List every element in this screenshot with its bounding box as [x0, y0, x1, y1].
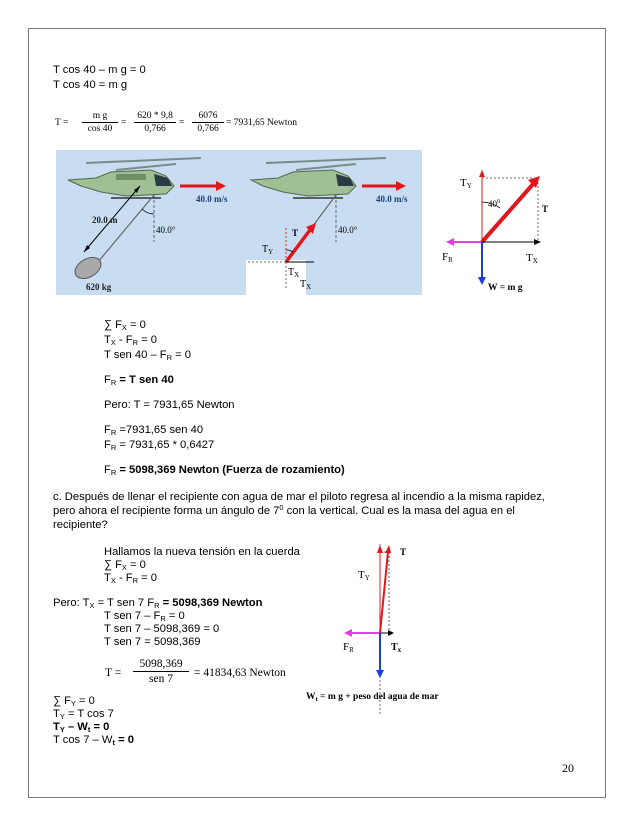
ty-label: $T_Y$ — [262, 244, 274, 256]
equation-line: T sen $40 - F_R = 0$ — [104, 349, 192, 362]
formula-result: = 41834,63 Newton — [194, 667, 286, 679]
equation-line: T cos 40 – m g = 0 — [53, 64, 146, 76]
equation-line: T $\cos 7 - W_t = 0$ — [53, 734, 134, 747]
tx-arrowhead — [388, 630, 394, 636]
fraction — [82, 111, 118, 134]
equation-line: T sen $7 - F_R = 0$ — [104, 610, 185, 623]
friction-result: $F_R = 5098,369$ Newton (Fuerza de rozamiento) — [104, 464, 345, 477]
formula-lhs: T = — [55, 118, 69, 128]
equation-line: $T_X - F_R = 0$ — [104, 572, 158, 585]
ty-label: TY — [358, 569, 370, 582]
friction-label: FR — [343, 641, 354, 654]
equation-line: $T_X - F_R = 0$ — [104, 334, 158, 347]
tx-label: $T_X$ — [288, 267, 300, 279]
tension-vector — [380, 552, 388, 633]
equation-line: $T_Y - W_t = 0$ — [53, 721, 110, 734]
velocity-label: 40.0 m/s — [376, 194, 408, 204]
question-text: recipiente? — [53, 519, 108, 531]
denominator: 0,766 — [144, 124, 166, 134]
friction-arrowhead — [344, 629, 352, 637]
ty-arrowhead — [479, 170, 485, 177]
tension-label: T — [400, 547, 407, 557]
formula-lhs: T = — [105, 667, 122, 679]
sum-fx-line: ∑ $F_X = 0$ — [104, 319, 146, 332]
tension-label: T — [542, 204, 549, 214]
weight-arrowhead — [376, 670, 384, 678]
tx-arrowhead — [534, 239, 541, 245]
equation-line: Pero: $T_X = T$ sen 7 $F_R = 5098,369$ Newton — [53, 597, 263, 610]
equation-line: $F_R = T$ sen 40 — [104, 374, 174, 387]
equals-sign: = — [121, 118, 127, 128]
denominator: 0,766 — [197, 124, 219, 134]
fraction — [133, 658, 189, 685]
friction-arrowhead — [446, 238, 454, 246]
ty-arrowhead — [377, 545, 383, 553]
angle-label: 40.0° — [156, 225, 176, 235]
numerator: 6076 — [192, 111, 224, 123]
tension-label: T — [292, 228, 299, 238]
equation-line: Pero: T = 7931,65 Newton — [104, 399, 235, 411]
equation-line: $T_Y = T$ cos 7 — [53, 708, 114, 721]
tx-label-secondary: $T_X$ — [300, 279, 312, 291]
tx-label: TX — [526, 252, 538, 265]
equals-sign: = — [179, 118, 185, 128]
weight-label: W = m g — [488, 283, 523, 293]
weight-label: $W_t = m$ g + peso del agua de mar — [306, 692, 439, 703]
numerator: 620 * 9,8 — [134, 111, 176, 123]
velocity-label: 40.0 m/s — [196, 194, 228, 204]
helicopter-figure-2 — [246, 150, 422, 295]
equation-line: T sen 7 = 5098,369 — [104, 636, 201, 648]
free-body-diagram-2 — [300, 538, 480, 718]
denominator: sen 7 — [149, 673, 173, 685]
equation-line: Hallamos la nueva tensión en la cuerda — [104, 546, 300, 558]
friction-label: FR — [442, 251, 453, 264]
equation-line: ∑ $F_Y = 0$ — [53, 695, 95, 708]
numerator: 5098,369 — [133, 658, 189, 672]
equation-line: ∑ $F_X = 0$ — [104, 559, 146, 572]
tension-vector — [482, 183, 534, 242]
fraction — [192, 111, 224, 134]
free-body-diagram-1 — [430, 150, 565, 300]
question-text: pero ahora el recipiente forma un ángulo de $7^0$ con la vertical. Cual es la masa del agua en el — [53, 503, 515, 517]
length-label: 20.0 m — [92, 215, 118, 225]
question-text: c. Después de llenar el recipiente con agua de mar el piloto regresa al incendio a la misma rapidez, — [53, 491, 545, 503]
equation-line: T cos 40 = m g — [53, 79, 128, 91]
equation-line: $F_R =7931,65$ sen 40 — [104, 424, 204, 437]
denominator: cos 40 — [87, 124, 113, 134]
helicopter-figure-1 — [56, 150, 246, 295]
angle-label: 40.0° — [338, 225, 358, 235]
weight-arrowhead — [478, 277, 486, 285]
angle-label: $40^0$ — [488, 199, 500, 209]
equation-line: T sen 7 – 5098,369 = 0 — [104, 623, 220, 635]
tx-label: $T_x$ — [391, 642, 402, 654]
equation-line: $F_R = 7931,65 * 0,6427$ — [104, 439, 215, 452]
tension-arrowhead — [385, 545, 391, 553]
formula-result: = 7931,65 Newton — [226, 118, 298, 128]
mass-label: 620 kg — [86, 282, 112, 292]
numerator: m g — [82, 111, 118, 123]
fraction — [134, 111, 176, 134]
page-number: 20 — [562, 761, 574, 775]
ty-label: TY — [460, 177, 472, 190]
